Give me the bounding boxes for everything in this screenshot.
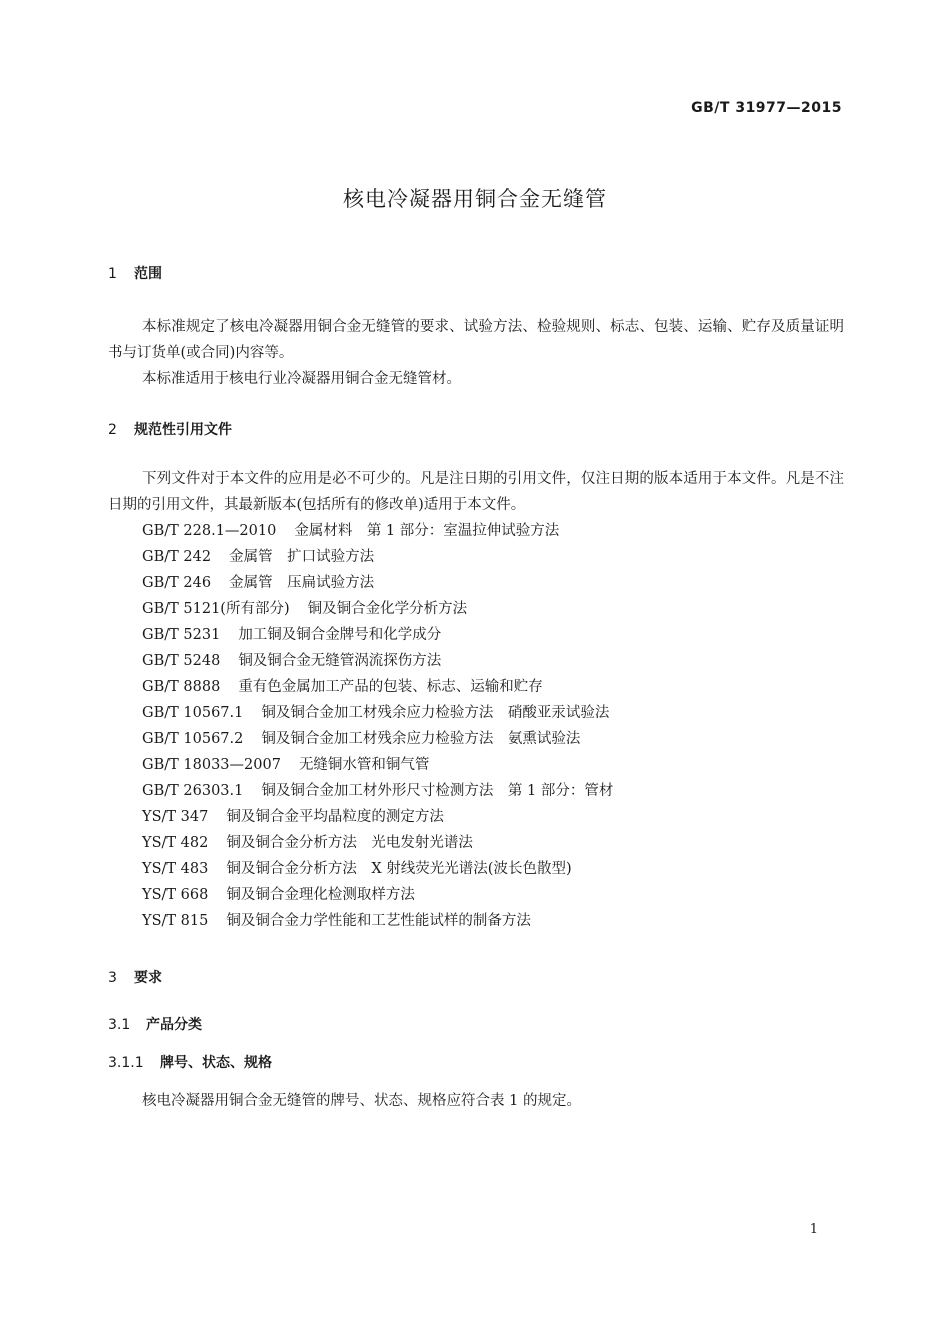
- classification-paragraph: 核电冷凝器用铜合金无缝管的牌号、状态、规格应符合表 1 的规定。: [142, 1093, 581, 1109]
- reference-code: GB/T 242: [142, 549, 212, 565]
- reference-code: YS/T 668: [142, 887, 209, 903]
- section-number: 3.1.1: [108, 1055, 144, 1071]
- reference-title: 金属管 扩口试验方法: [229, 549, 375, 565]
- reference-item: [142, 804, 613, 830]
- reference-code: GB/T 18033—2007: [142, 757, 281, 773]
- reference-title: 加工铜及铜合金牌号和化学成分: [238, 627, 442, 643]
- reference-item: [142, 856, 613, 882]
- reference-title: 铜及铜合金加工材残余应力检验方法 硝酸亚汞试验法: [261, 705, 610, 721]
- page-number: 1: [809, 1222, 818, 1237]
- section-3-1-1-heading: [108, 1052, 272, 1072]
- reference-code: GB/T 10567.1: [142, 705, 244, 721]
- reference-title: 金属材料 第 1 部分：室温拉伸试验方法: [294, 523, 560, 539]
- reference-title: 重有色金属加工产品的包装、标志、运输和贮存: [238, 679, 543, 695]
- section-2-heading: [108, 419, 232, 439]
- reference-title: 铜及铜合金理化检测取样方法: [226, 887, 415, 903]
- reference-code: YS/T 347: [142, 809, 209, 825]
- scope-paragraph-2: 本标准适用于核电行业冷凝器用铜合金无缝管材。: [142, 371, 461, 387]
- reference-title: 无缝铜水管和铜气管: [298, 757, 430, 773]
- section-number: 3: [108, 970, 117, 986]
- reference-title: 铜及铜合金分析方法 光电发射光谱法: [226, 835, 473, 851]
- section-3-1-heading: [108, 1014, 202, 1034]
- reference-item: [142, 622, 613, 648]
- references-intro: 下列文件对于本文件的应用是必不可少的。凡是注日期的引用文件，仅注日期的版本适用于本文件。凡是不注日期的引用文件，其最新版本(包括所有的修改单)适用于本文件。: [108, 471, 844, 513]
- reference-code: GB/T 228.1—2010: [142, 523, 277, 539]
- reference-item: [142, 674, 613, 700]
- section-title: 范围: [134, 266, 162, 282]
- reference-item: [142, 518, 613, 544]
- reference-code: GB/T 246: [142, 575, 212, 591]
- section-number: 1: [108, 266, 117, 282]
- reference-code: YS/T 815: [142, 913, 209, 929]
- reference-code: GB/T 5231: [142, 627, 221, 643]
- reference-title: 铜及铜合金加工材残余应力检验方法 氨熏试验法: [261, 731, 581, 747]
- reference-item: [142, 882, 613, 908]
- section-title: 规范性引用文件: [134, 422, 232, 438]
- section-title: 产品分类: [146, 1017, 202, 1033]
- reference-title: 铜及铜合金分析方法 X 射线荧光光谱法(波长色散型): [226, 861, 572, 877]
- reference-item: [142, 570, 613, 596]
- section-1-heading: [108, 263, 162, 283]
- reference-title: 铜及铜合金无缝管涡流探伤方法: [238, 653, 442, 669]
- section-number: 2: [108, 422, 117, 438]
- reference-title: 铜及铜合金化学分析方法: [307, 601, 468, 617]
- reference-item: [142, 700, 613, 726]
- reference-item: [142, 908, 613, 934]
- reference-code: GB/T 26303.1: [142, 783, 244, 799]
- reference-item: [142, 752, 613, 778]
- reference-code: GB/T 10567.2: [142, 731, 244, 747]
- reference-code: GB/T 5121(所有部分): [142, 601, 290, 617]
- reference-item: [142, 648, 613, 674]
- reference-code: GB/T 8888: [142, 679, 221, 695]
- document-title: 核电冷凝器用铜合金无缝管: [343, 187, 607, 211]
- reference-code: YS/T 482: [142, 835, 209, 851]
- section-title: 要求: [134, 970, 162, 986]
- reference-title: 金属管 压扁试验方法: [229, 575, 375, 591]
- reference-title: 铜及铜合金平均晶粒度的测定方法: [226, 809, 444, 825]
- reference-title: 铜及铜合金力学性能和工艺性能试样的制备方法: [226, 913, 531, 929]
- reference-item: [142, 726, 613, 752]
- reference-code: GB/T 5248: [142, 653, 221, 669]
- normative-reference-list: [142, 518, 613, 934]
- section-3-heading: [108, 967, 162, 987]
- reference-item: [142, 830, 613, 856]
- scope-paragraph-1: 本标准规定了核电冷凝器用铜合金无缝管的要求、试验方法、检验规则、标志、包装、运输、贮存及质量证明书与订货单(或合同)内容等。: [108, 319, 844, 361]
- reference-item: [142, 778, 613, 804]
- reference-code: YS/T 483: [142, 861, 209, 877]
- section-number: 3.1: [108, 1017, 131, 1033]
- reference-item: [142, 596, 613, 622]
- reference-item: [142, 544, 613, 570]
- standard-code: GB/T 31977—2015: [691, 100, 842, 116]
- section-title: 牌号、状态、规格: [160, 1055, 272, 1071]
- reference-title: 铜及铜合金加工材外形尺寸检测方法 第 1 部分：管材: [261, 783, 614, 799]
